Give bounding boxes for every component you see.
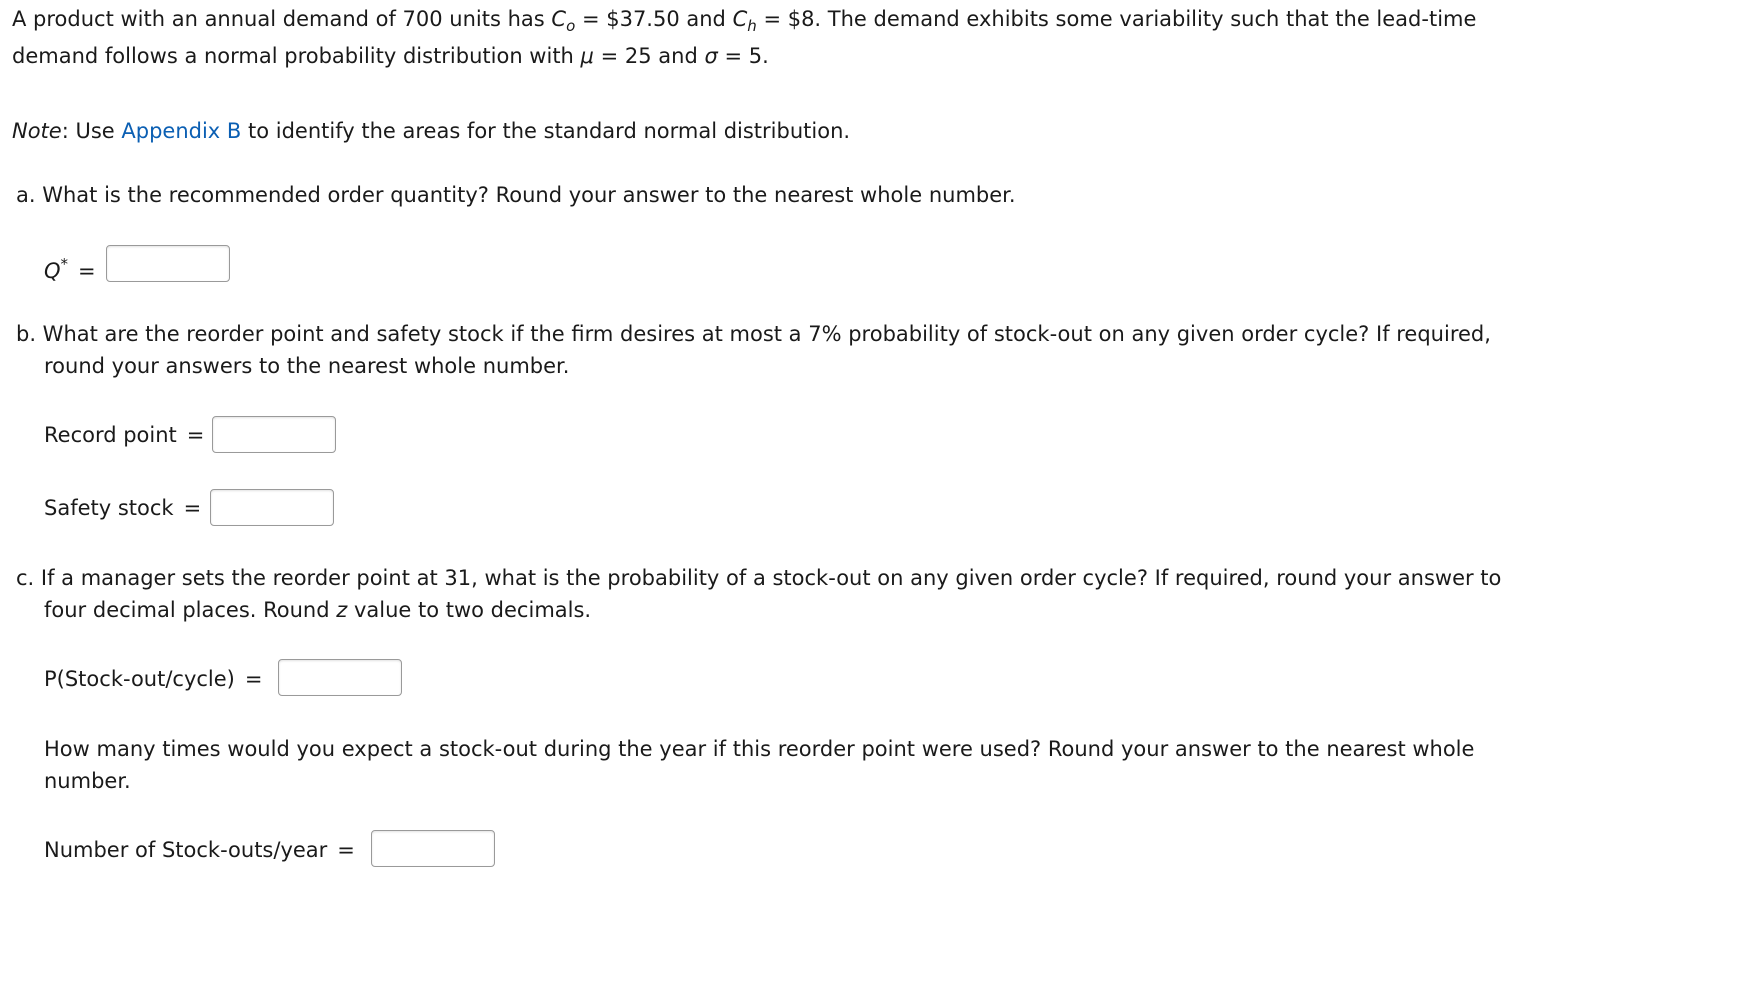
equals-sign: = — [78, 259, 96, 283]
part-b-question-line-2: round your answers to the nearest whole number. — [44, 354, 570, 378]
safety-stock-label — [44, 492, 201, 524]
q-symbol: Q — [44, 259, 61, 283]
problem-statement-line-2 — [12, 40, 769, 72]
stockouts-per-year-text: Number of Stock-outs/year — [44, 838, 328, 862]
part-c-question-line-2 — [44, 594, 591, 626]
intro-text: = 5. — [717, 44, 769, 68]
z-symbol: z — [336, 598, 348, 622]
order-quantity-input[interactable] — [106, 245, 230, 282]
part-c-text: four decimal places. Round — [44, 598, 337, 622]
stockout-probability-label — [44, 663, 263, 695]
note-line — [12, 115, 850, 147]
intro-text: A product with an annual demand of 700 units has — [12, 7, 552, 31]
intro-text: demand follows a normal probability distribution with — [12, 44, 581, 68]
equals-sign: = — [186, 423, 205, 447]
cost-ordering-subscript: o — [566, 17, 576, 35]
star-superscript: * — [60, 255, 69, 273]
equals-sign: = — [337, 838, 355, 862]
equals-sign: = — [183, 496, 202, 520]
stockouts-question-line-1: How many times would you expect a stock-out during the year if this reorder point were used? Round your answer to the nearest whole — [44, 737, 1475, 761]
mu-symbol: μ — [580, 44, 594, 68]
note-label: Note — [12, 119, 62, 143]
cost-ordering-symbol: C — [551, 7, 567, 31]
note-text: : Use — [61, 119, 122, 143]
order-quantity-label — [44, 248, 96, 287]
safety-stock-text: Safety stock — [44, 496, 174, 520]
part-b-question-line-1: b. What are the reorder point and safety stock if the firm desires at most a 7% probability of stock-out on any given order cycle? If required, — [16, 322, 1491, 346]
problem-statement-line-1 — [12, 3, 1476, 42]
reorder-point-text: Record point — [44, 423, 177, 447]
intro-text: = $37.50 and — [575, 7, 733, 31]
cost-holding-symbol: C — [732, 7, 748, 31]
sigma-symbol: σ — [704, 44, 718, 68]
stockout-probability-text: P(Stock-out/cycle) — [44, 667, 235, 691]
stockouts-per-year-label — [44, 834, 355, 866]
stockouts-per-year-input[interactable] — [371, 830, 495, 867]
stockouts-question-line-2: number. — [44, 769, 131, 793]
stockout-probability-input[interactable] — [278, 659, 402, 696]
intro-text: = 25 and — [593, 44, 705, 68]
appendix-b-link[interactable]: Appendix B — [121, 119, 242, 143]
intro-text: = $8. The demand exhibits some variability such that the lead-time — [756, 7, 1477, 31]
cost-holding-subscript: h — [747, 17, 757, 35]
note-text: to identify the areas for the standard normal distribution. — [241, 119, 851, 143]
part-c-question-line-1: c. If a manager sets the reorder point at 31, what is the probability of a stock-out on any given order cycle? If required, round your answer to — [16, 566, 1502, 590]
reorder-point-input[interactable] — [212, 416, 336, 453]
reorder-point-label — [44, 419, 204, 451]
part-c-text: value to two decimals. — [347, 598, 592, 622]
part-a-question: a. What is the recommended order quantity? Round your answer to the nearest whole number. — [16, 183, 1016, 207]
safety-stock-input[interactable] — [210, 489, 334, 526]
equals-sign: = — [244, 667, 263, 691]
